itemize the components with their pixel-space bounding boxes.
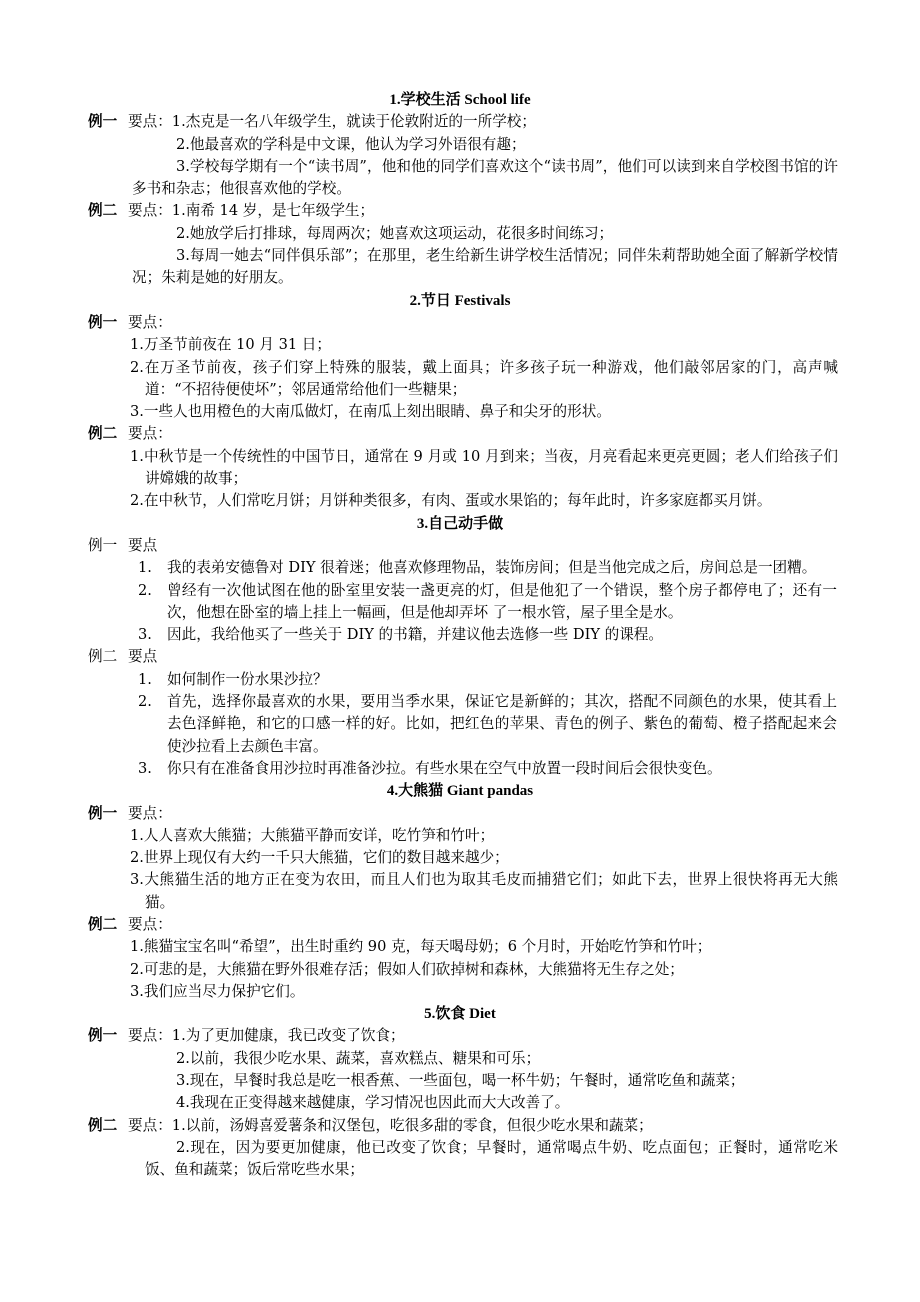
- example-1-point-3: 3.大熊猫生活的地方正在变为农田，而且人们也为取其毛皮而捕猎它们；如此下去，世界上很快将再无大熊猫。: [130, 871, 838, 911]
- example-label: 例一: [88, 313, 118, 331]
- point-text: 1.以前，汤姆喜爱薯条和汉堡包，吃很多甜的零食，但很少吃水果和蔬菜；: [171, 1116, 653, 1134]
- example-1-point-3: 3.学校每学期有一个“读书周”，他和他的同学们喜欢这个“读书周”，他们可以读到来自学校图书馆的许多书和杂志；他很喜欢他的学校。: [132, 157, 838, 198]
- example-1-point-3: 3.现在，早餐时我总是吃一根香蕉、一些面包，喝一杯牛奶；午餐时，通常吃鱼和蔬菜；: [176, 1072, 745, 1090]
- example-2-header: [88, 423, 920, 445]
- key-points-label: 要点：: [128, 202, 172, 220]
- example-1-point-1: 1.人人喜欢大熊猫；大熊猫平静而安详，吃竹笋和竹叶；: [130, 826, 495, 844]
- example-label: 例二: [88, 202, 118, 220]
- example-1-point-1: 1.万圣节前夜在 10 月 31 日；: [130, 336, 331, 354]
- key-points-label: 要点：: [128, 313, 172, 331]
- example-label: 例一: [88, 536, 118, 554]
- key-points-label: 要点：: [128, 425, 172, 443]
- example-2-point-2: 2.现在，因为要更加健康，他已改变了饮食；早餐时，通常喝点牛奶、吃点面包；正餐时，通常吃米饭、鱼和蔬菜；饭后常吃些水果；: [145, 1138, 838, 1179]
- example-2-point-3: 3.我们应当尽力保护它们。: [130, 982, 305, 1000]
- section-title: 5.饮食 Diet: [424, 1006, 496, 1023]
- key-points-label: 要点：: [128, 113, 172, 131]
- example-1-header: [88, 535, 920, 557]
- example-1-point-1: [88, 111, 838, 133]
- section-diy: [0, 513, 920, 781]
- example-1-point-2: 2.以前，我很少吃水果、蔬菜，喜欢糕点、糖果和可乐；: [176, 1049, 541, 1067]
- example-2-point-2: [138, 691, 837, 758]
- point-text: 因此，我给他买了一些关于 DIY 的书籍，并建议他去选修一些 DIY 的课程。: [167, 626, 663, 644]
- document-page: [0, 89, 920, 1182]
- key-points-label: 要点: [128, 648, 158, 666]
- example-1-point-2: [138, 580, 837, 625]
- example-1-point-3: [138, 624, 837, 646]
- key-points-label: 要点：: [128, 915, 172, 933]
- example-1-point-2: 2.在万圣节前夜，孩子们穿上特殊的服装，戴上面具；许多孩子玩一种游戏，他们敲邻居家的门，高声喊道：“不招待便使坏”；邻居通常给他们一些糖果；: [130, 358, 838, 398]
- example-1-point-2: 2.他最喜欢的学科是中文课，他认为学习外语很有趣；: [176, 135, 526, 153]
- example-label: 例一: [88, 1027, 118, 1045]
- example-2-point-1: 1.中秋节是一个传统性的中国节日，通常在 9 月或 10 月到来；当夜，月亮看起来更亮更圆；老人们给孩子们讲嫦娥的故事；: [130, 447, 838, 488]
- example-1-point-3: 3.一些人也用橙色的大南瓜做灯，在南瓜上刻出眼睛、鼻子和尖牙的形状。: [130, 403, 611, 421]
- point-text: 曾经有一次他试图在他的卧室里安装一盏更亮的灯，但是他犯了一个错误，整个房子都停电了；还有一次，他想在卧室的墙上挂上一幅画，但是他却弄坏 了一根水管，屋子里全是水。: [167, 581, 837, 621]
- example-1-point-1: [138, 557, 837, 579]
- example-2-point-1: 1.熊猫宝宝名叫“希望”，出生时重约 90 克，每天喝母奶；6 个月时，开始吃竹笋和竹叶；: [130, 938, 712, 956]
- example-2-header: [88, 914, 920, 936]
- point-text: 1.南希 14 岁，是七年级学生；: [171, 202, 375, 220]
- section-school-life: [0, 89, 920, 290]
- example-label: 例一: [88, 804, 118, 822]
- example-2-point-1: [88, 1115, 838, 1137]
- point-text: 1.杰克是一名八年级学生，就读于伦敦附近的一所学校；: [171, 113, 536, 131]
- key-points-label: 要点: [128, 536, 158, 554]
- example-label: 例二: [88, 915, 118, 933]
- example-1-point-2: 2.世界上现仅有大约一千只大熊猫，它们的数目越来越少；: [130, 849, 509, 867]
- example-2-header: [88, 646, 920, 668]
- example-2-point-3: 3.每周一她去“同伴俱乐部”；在那里，老生给新生讲学校生活情况；同伴朱莉帮助她全面了解新学校情况；朱莉是她的好朋友。: [132, 247, 838, 287]
- list-number: 2.: [138, 581, 152, 599]
- point-text: 你只有在准备食用沙拉时再准备沙拉。有些水果在空气中放置一段时间后会很快变色。: [167, 759, 722, 777]
- example-1-header: [88, 803, 920, 825]
- example-1-point-1: [88, 1025, 838, 1047]
- example-label: 例二: [88, 425, 118, 443]
- key-points-label: 要点：: [128, 1027, 172, 1045]
- example-2-point-2: 2.她放学后打排球，每周两次；她喜欢这项运动，花很多时间练习；: [176, 224, 614, 242]
- example-2-point-1: [88, 200, 838, 222]
- point-text: 如何制作一份水果沙拉？: [167, 670, 328, 688]
- point-text: 我的表弟安德鲁对 DIY 很着迷；他喜欢修理物品，装饰房间；但是当他完成之后，房间总是一团糟。: [167, 559, 817, 577]
- section-title: 3.自己动手做: [416, 515, 504, 532]
- list-number: 3.: [138, 759, 152, 777]
- section-title: 4.大熊猫 Giant pandas: [386, 783, 534, 800]
- example-label: 例二: [88, 1116, 118, 1134]
- key-points-label: 要点：: [128, 1116, 172, 1134]
- section-title: 2.节日 Festivals: [409, 292, 511, 309]
- example-1-header: [88, 312, 920, 334]
- point-text: 首先，选择你最喜欢的水果，要用当季水果，保证它是新鲜的；其次，搭配不同颜色的水果，使其看上去色泽鲜艳，和它的口感一样的好。比如，把红色的苹果、青色的例子、紫色的葡萄、橙子搭配起来会使沙拉看上去颜色丰富。: [167, 693, 837, 755]
- point-text: 1.为了更加健康，我已改变了饮食；: [171, 1027, 405, 1045]
- list-number: 1.: [138, 559, 152, 577]
- list-number: 1.: [138, 670, 152, 688]
- section-giant-pandas: [0, 780, 920, 1003]
- list-number: 2.: [138, 693, 152, 711]
- example-2-point-3: [138, 758, 837, 780]
- example-2-point-2: 2.可悲的是，大熊猫在野外很难存活；假如人们砍掉树和森林，大熊猫将无生存之处；: [130, 960, 684, 978]
- example-2-point-2: 2.在中秋节，人们常吃月饼；月饼种类很多，有肉、蛋或水果馅的；每年此时，许多家庭都买月饼。: [130, 492, 772, 510]
- list-number: 3.: [138, 626, 152, 644]
- example-label: 例一: [88, 113, 118, 131]
- key-points-label: 要点：: [128, 804, 172, 822]
- section-title: 1.学校生活 School life: [389, 92, 531, 108]
- example-1-point-4: 4.我现在正变得越来越健康，学习情况也因此而大大改善了。: [176, 1094, 570, 1112]
- example-label: 例二: [88, 648, 118, 666]
- section-festivals: [0, 290, 920, 513]
- section-diet: [0, 1003, 920, 1181]
- example-2-point-1: [138, 669, 837, 691]
